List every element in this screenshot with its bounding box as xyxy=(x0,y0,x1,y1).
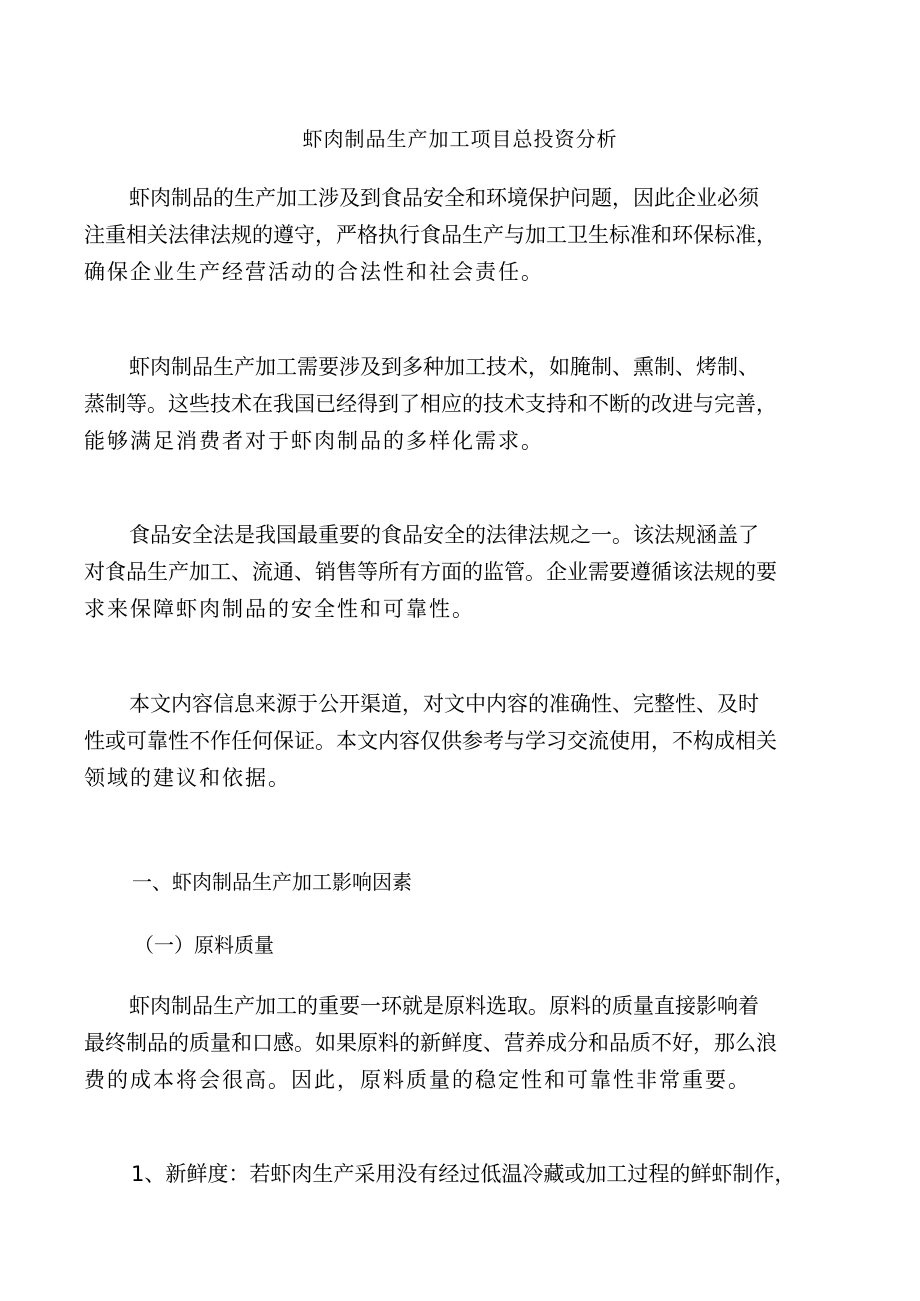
paragraph-line: 性或可靠性不作任何保证。本文内容仅供参考与学习交流使用，不构成相关 xyxy=(84,729,777,753)
paragraph-line: 食品安全法是我国最重要的食品安全的法律法规之一。该法规涵盖了 xyxy=(129,523,759,547)
document-title: 虾肉制品生产加工项目总投资分析 xyxy=(302,127,618,151)
paragraph-line: 虾肉制品的生产加工涉及到食品安全和环境保护问题，因此企业必须 xyxy=(129,186,759,210)
paragraph-5 xyxy=(84,988,836,1099)
paragraph-line: 求来保障虾肉制品的安全性和可靠性。 xyxy=(84,597,475,621)
paragraph-line: 能够满足消费者对于虾肉制品的多样化需求。 xyxy=(84,429,544,453)
subsection-heading: （一）原料质量 xyxy=(134,933,274,957)
paragraph-line: 虾肉制品生产加工需要涉及到多种加工技术，如腌制、熏制、烤制、 xyxy=(129,355,759,379)
paragraph-3 xyxy=(84,517,836,628)
paragraph-2 xyxy=(84,349,836,460)
paragraph-line: 1、新鲜度：若虾肉生产采用没有经过低温冷藏或加工过程的鲜虾制作， xyxy=(131,1162,796,1186)
paragraph-line: 本文内容信息来源于公开渠道，对文中内容的准确性、完整性、及时 xyxy=(129,692,759,716)
paragraph-line: 对食品生产加工、流通、销售等所有方面的监管。企业需要遵循该法规的要 xyxy=(84,560,777,584)
paragraph-line: 确保企业生产经营活动的合法性和社会责任。 xyxy=(84,260,544,284)
numbered-item-1 xyxy=(131,1156,836,1193)
paragraph-line: 蒸制等。这些技术在我国已经得到了相应的技术支持和不断的改进与完善， xyxy=(84,392,777,416)
paragraph-line: 注重相关法律法规的遵守，严格执行食品生产与加工卫生标准和环保标准， xyxy=(84,223,777,247)
paragraph-line: 费的成本将会很高。因此，原料质量的稳定性和可靠性非常重要。 xyxy=(84,1068,751,1092)
paragraph-1 xyxy=(84,180,836,291)
paragraph-line: 最终制品的质量和口感。如果原料的新鲜度、营养成分和品质不好，那么浪 xyxy=(84,1031,777,1055)
paragraph-line: 领域的建议和依据。 xyxy=(84,766,291,790)
paragraph-line: 虾肉制品生产加工的重要一环就是原料选取。原料的质量直接影响着 xyxy=(129,994,759,1018)
paragraph-4 xyxy=(84,686,836,797)
section-heading: 一、虾肉制品生产加工影响因素 xyxy=(132,870,412,894)
